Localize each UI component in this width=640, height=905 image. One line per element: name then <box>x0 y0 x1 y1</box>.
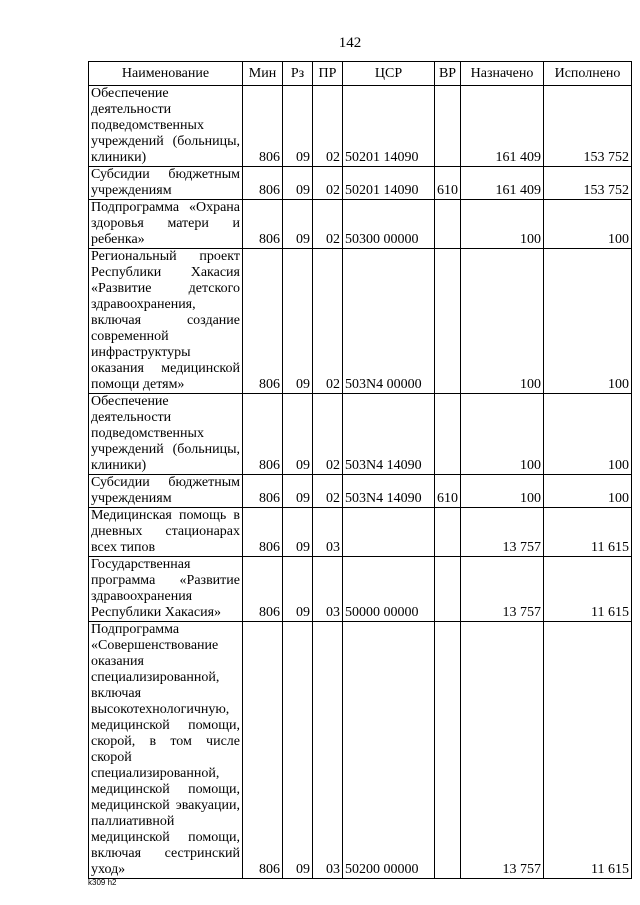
cell-pr: 03 <box>313 557 343 622</box>
cell-csr: 50201 14090 <box>343 167 435 200</box>
cell-min: 806 <box>243 622 283 879</box>
table-row <box>89 394 632 475</box>
cell-pr: 02 <box>313 475 343 508</box>
cell-csr: 50000 00000 <box>343 557 435 622</box>
cell-name: Обеспечение деятельности подведомственных учреждений (больницы, клиники) <box>89 86 243 167</box>
cell-assigned: 161 409 <box>461 86 544 167</box>
cell-name: Региональный проект Республики Хакасия «Развитие детского здравоохранения, включая создание современной инфраструктуры оказания медицинской помощи детям» <box>89 249 243 394</box>
cell-name: Субсидии бюджетным учреждениям <box>89 167 243 200</box>
cell-min: 806 <box>243 200 283 249</box>
cell-min: 806 <box>243 249 283 394</box>
footer-code: k309 h2 <box>88 878 117 887</box>
cell-pr: 03 <box>313 508 343 557</box>
header-name: Наименование <box>89 62 243 86</box>
budget-table <box>88 61 632 879</box>
table-row <box>89 557 632 622</box>
cell-assigned: 161 409 <box>461 167 544 200</box>
cell-executed: 11 615 <box>544 508 632 557</box>
cell-executed: 100 <box>544 394 632 475</box>
cell-vr <box>435 249 461 394</box>
cell-executed: 100 <box>544 200 632 249</box>
cell-csr: 50200 00000 <box>343 622 435 879</box>
cell-min: 806 <box>243 475 283 508</box>
cell-vr <box>435 86 461 167</box>
cell-rz: 09 <box>283 249 313 394</box>
cell-vr: 610 <box>435 167 461 200</box>
cell-rz: 09 <box>283 622 313 879</box>
cell-name: Подпрограмма «Совершенствование оказания специализированной, включая высокотехнологичную, медицинской помощи, скорой, в том числе скорой специализированной, медицинской помощи, медицинской эвакуации, паллиативной медицинской помощи, включая сестринский уход» <box>89 622 243 879</box>
cell-name: Государственная программа «Развитие здравоохранения Республики Хакасия» <box>89 557 243 622</box>
cell-min: 806 <box>243 394 283 475</box>
cell-pr: 02 <box>313 167 343 200</box>
cell-assigned: 100 <box>461 200 544 249</box>
table-row <box>89 508 632 557</box>
cell-vr <box>435 508 461 557</box>
cell-assigned: 100 <box>461 475 544 508</box>
cell-name: Субсидии бюджетным учреждениям <box>89 475 243 508</box>
cell-csr: 503N4 00000 <box>343 249 435 394</box>
cell-rz: 09 <box>283 557 313 622</box>
cell-executed: 100 <box>544 475 632 508</box>
cell-executed: 153 752 <box>544 86 632 167</box>
cell-vr: 610 <box>435 475 461 508</box>
cell-csr <box>343 508 435 557</box>
header-assigned: Назначено <box>461 62 544 86</box>
table-row <box>89 86 632 167</box>
cell-name: Медицинская помощь в дневных стационарах всех типов <box>89 508 243 557</box>
table-row <box>89 475 632 508</box>
cell-executed: 11 615 <box>544 557 632 622</box>
cell-rz: 09 <box>283 508 313 557</box>
cell-vr <box>435 394 461 475</box>
cell-executed: 100 <box>544 249 632 394</box>
table-header-row <box>89 62 632 86</box>
header-executed: Исполнено <box>544 62 632 86</box>
cell-assigned: 13 757 <box>461 622 544 879</box>
cell-vr <box>435 200 461 249</box>
cell-pr: 02 <box>313 249 343 394</box>
table-body <box>89 86 632 879</box>
cell-pr: 02 <box>313 394 343 475</box>
header-vr: ВР <box>435 62 461 86</box>
cell-pr: 02 <box>313 200 343 249</box>
cell-rz: 09 <box>283 200 313 249</box>
header-pr: ПР <box>313 62 343 86</box>
header-min: Мин <box>243 62 283 86</box>
cell-name: Подпрограмма «Охрана здоровья матери и ребенка» <box>89 200 243 249</box>
cell-rz: 09 <box>283 394 313 475</box>
table-row <box>89 249 632 394</box>
cell-vr <box>435 557 461 622</box>
cell-executed: 11 615 <box>544 622 632 879</box>
cell-min: 806 <box>243 86 283 167</box>
table-row <box>89 622 632 879</box>
cell-vr <box>435 622 461 879</box>
cell-rz: 09 <box>283 167 313 200</box>
cell-rz: 09 <box>283 86 313 167</box>
cell-pr: 03 <box>313 622 343 879</box>
cell-csr: 50201 14090 <box>343 86 435 167</box>
cell-executed: 153 752 <box>544 167 632 200</box>
cell-assigned: 100 <box>461 394 544 475</box>
cell-min: 806 <box>243 167 283 200</box>
cell-min: 806 <box>243 557 283 622</box>
table-row <box>89 200 632 249</box>
cell-csr: 503N4 14090 <box>343 394 435 475</box>
cell-csr: 50300 00000 <box>343 200 435 249</box>
cell-csr: 503N4 14090 <box>343 475 435 508</box>
page-number: 142 <box>338 35 362 51</box>
cell-assigned: 13 757 <box>461 557 544 622</box>
cell-rz: 09 <box>283 475 313 508</box>
cell-name: Обеспечение деятельности подведомственных учреждений (больницы, клиники) <box>89 394 243 475</box>
table-row <box>89 167 632 200</box>
header-csr: ЦСР <box>343 62 435 86</box>
cell-assigned: 100 <box>461 249 544 394</box>
cell-pr: 02 <box>313 86 343 167</box>
cell-min: 806 <box>243 508 283 557</box>
header-rz: Рз <box>283 62 313 86</box>
cell-assigned: 13 757 <box>461 508 544 557</box>
